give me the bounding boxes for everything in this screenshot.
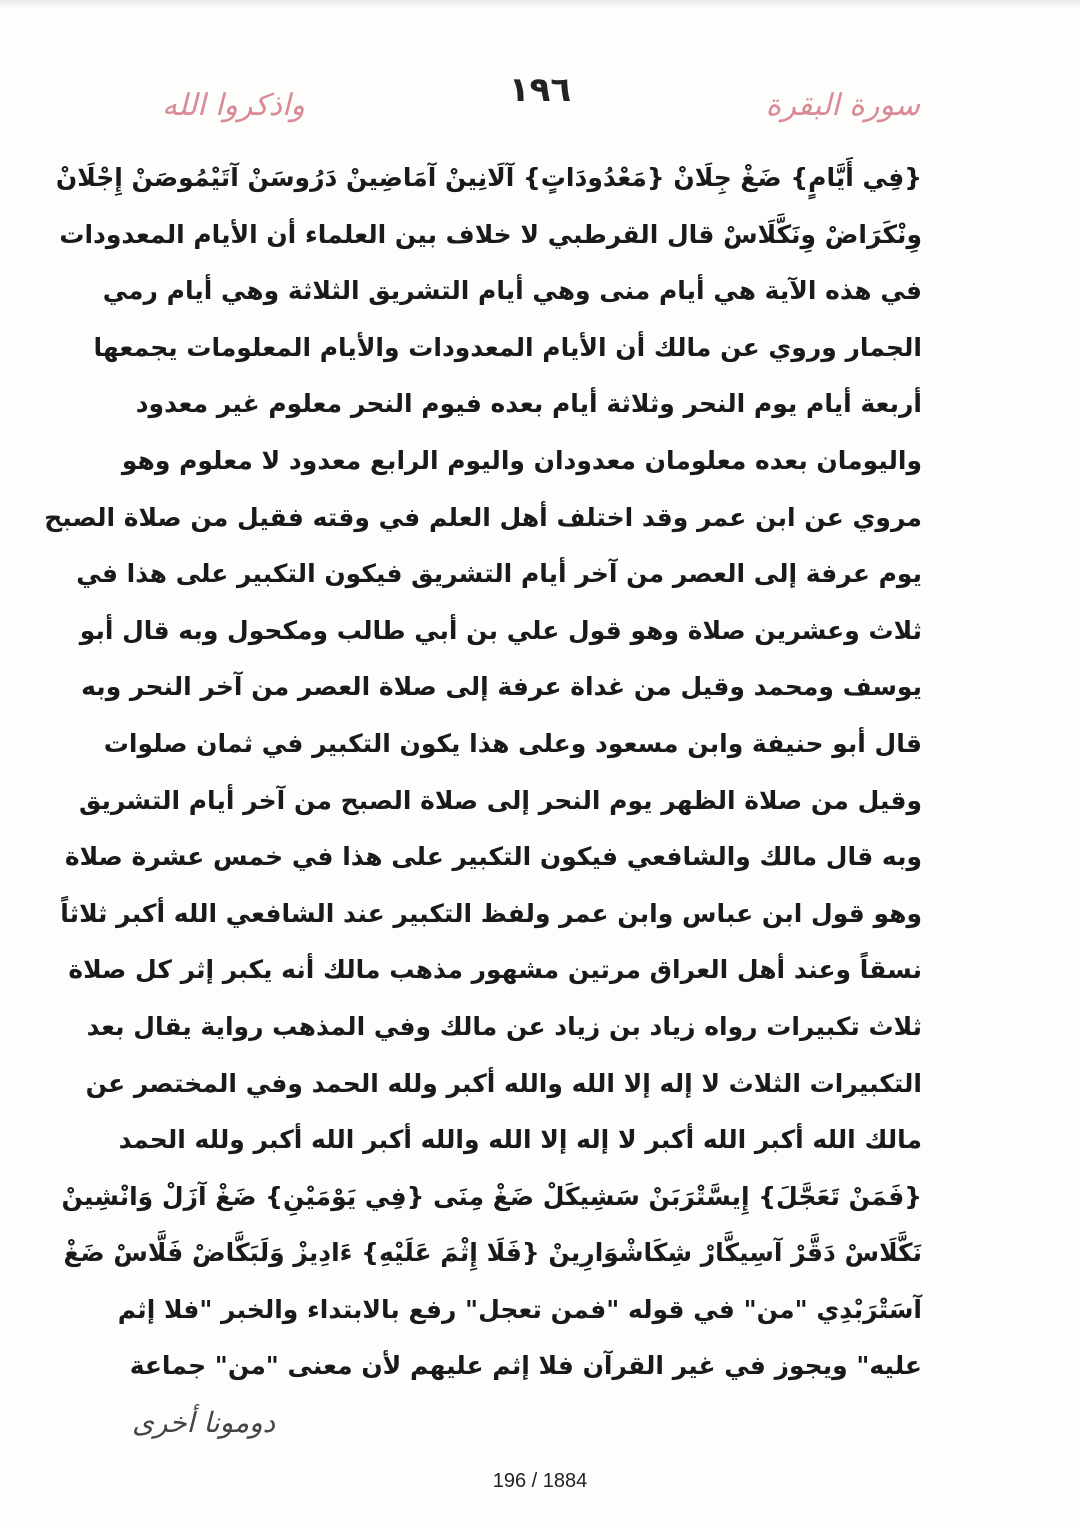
text-line: مالك الله أكبر الله أكبر لا إله إلا الله والله أكبر الله أكبر ولله الحمد (118, 1125, 922, 1155)
text-line: وهو قول ابن عباس وابن عمر ولفظ التكبير عند الشافعي الله أكبر ثلاثاً (60, 898, 922, 928)
verse-catchword-note: واذكروا الله (162, 88, 305, 123)
text-line: وِنْكَرَاضْ وِنَكَّلَاسْ قال القرطبي لا خلاف بين العلماء أن الأيام المعدودات (59, 219, 922, 249)
text-line: نسقاً وعند أهل العراق مرتين مشهور مذهب مالك أنه يكبر إثر كل صلاة (68, 955, 922, 985)
text-line: في هذه الآية هي أيام منى وهي أيام التشريق الثلاثة وهي أيام رمي (102, 276, 922, 306)
text-line: وبه قال مالك والشافعي فيكون التكبير على هذا في خمس عشرة صلاة (64, 842, 922, 872)
surah-name-note: سورة البقرة (765, 88, 920, 123)
text-line: {فِي أَيَّامٍ} ضَغْ جِلَانْ {مَعْدُودَاتٍ} آلَانِينْ آمَاضِينْ دَرُوسَنْ آتَيْمُوصَنْ إِجْلَانْ (55, 163, 922, 192)
text-line: التكبيرات الثلاث لا إله إلا الله والله أكبر ولله الحمد وفي المختصر عن (85, 1068, 922, 1098)
page-counter: 196 / 1884 (492, 1470, 588, 1492)
text-line: يوم عرفة إلى العصر من آخر أيام التشريق فيكون التكبير على هذا في (76, 559, 922, 589)
text-line: ثلاث تكبيرات رواه زياد بن زياد عن مالك وفي المذهب رواية يقال بعد (86, 1011, 922, 1041)
page-number: ١٩٦ (508, 70, 572, 110)
handwritten-catchword: دومونا أخرى (132, 1406, 276, 1439)
text-line: وقيل من صلاة الظهر يوم النحر إلى صلاة الصبح من آخر أيام التشريق (78, 785, 922, 815)
body-text (44, 150, 922, 1395)
text-line: أربعة أيام يوم النحر وثلاثة أيام بعده فيوم النحر معلوم غير معدود (135, 389, 922, 419)
text-line: آسَتْرَبْدِي "من" في قوله "فمن تعجل" رفع بالابتداء والخبر "فلا إثم (117, 1294, 922, 1324)
text-line: واليومان بعده معلومان معدودان واليوم الرابع معدود لا معلوم وهو (121, 445, 922, 475)
text-line: يوسف ومحمد وقيل من غداة عرفة إلى صلاة العصر من آخر النحر وبه (81, 672, 922, 702)
text-line: نَكَّلَاسْ دَقَّرْ آسِيكَّارْ شِكَاشْوَارِينْ {فَلَا إِثْمَ عَلَيْهِ} ءَادِيزْ وَلَبَكَّاضْ فَلَّاسْ ضَغْ (63, 1238, 922, 1268)
text-line: عليه" ويجوز في غير القرآن فلا إثم عليهم لأن معنى "من" جماعة (129, 1351, 922, 1381)
text-line: ثلاث وعشرين صلاة وهو قول علي بن أبي طالب ومكحول وبه قال أبو (79, 615, 922, 645)
text-line: الجمار وروي عن مالك أن الأيام المعدودات والأيام المعلومات يجمعها (93, 332, 922, 362)
text-line: قال أبو حنيفة وابن مسعود وعلى هذا يكون التكبير في ثمان صلوات (103, 728, 922, 758)
top-edge-shadow (0, 0, 1080, 8)
text-line: {فَمَنْ تَعَجَّلَ} إِيسَّتْرَبَنْ سَشِيكَلْ ضَغْ مِنَى {فِي يَوْمَيْنِ} ضَغْ آزَلْ وَانْشِينْ (61, 1181, 922, 1211)
text-line: مروي عن ابن عمر وقد اختلف أهل العلم في وقته فقيل من صلاة الصبح (44, 502, 922, 532)
